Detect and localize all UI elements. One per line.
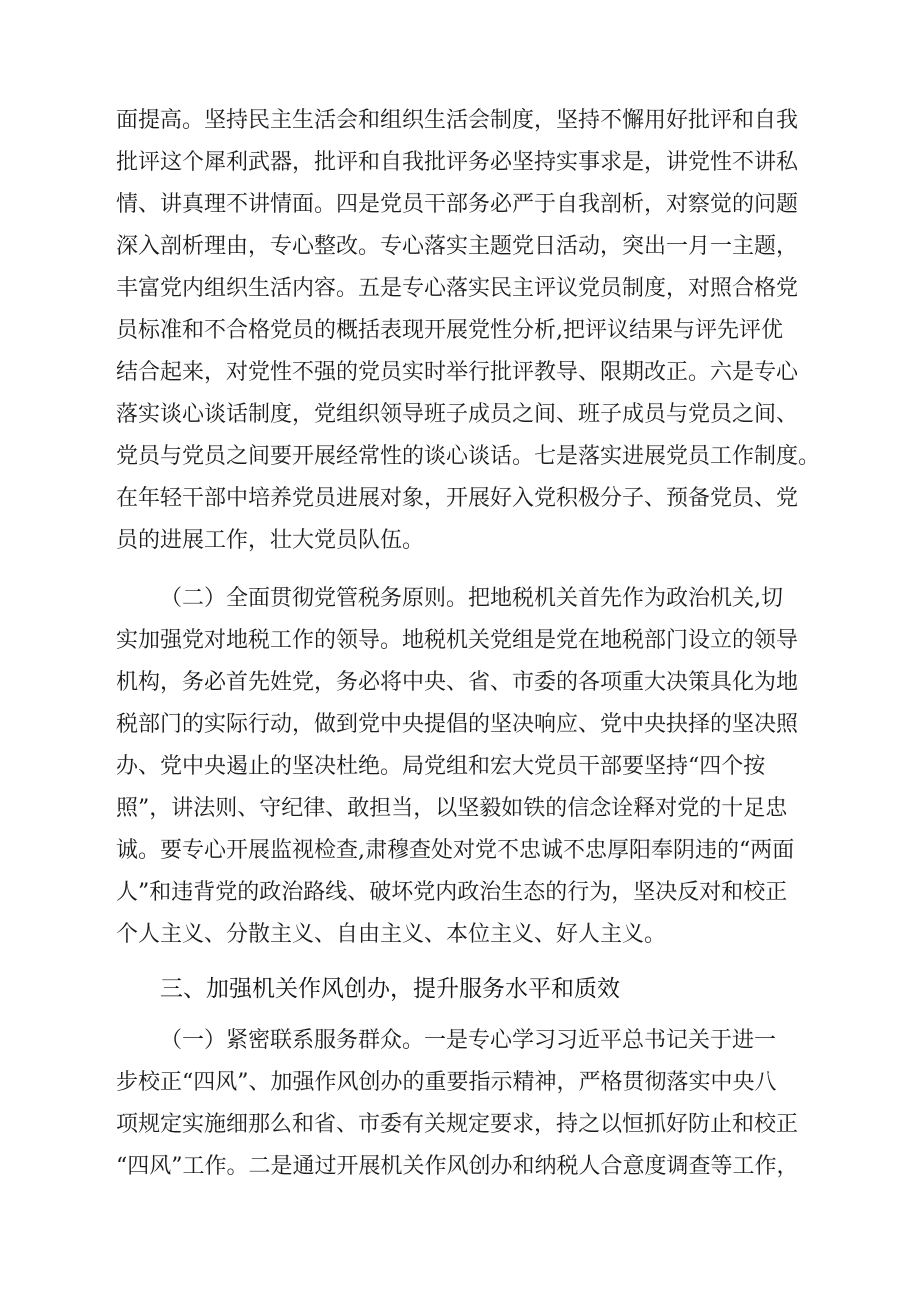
- paragraph-line: 机构，务必首先姓党，务必将中央、省、市委的各项重大决策具化为地: [116, 670, 799, 695]
- paragraph-line: 落实谈心谈话制度，党组织领导班子成员之间、班子成员与党员之间、: [116, 402, 799, 427]
- paragraph-line: 结合起来，对党性不强的党员实时举行批评教导、限期改正。六是专心: [116, 360, 799, 385]
- paragraph-line: 批评这个犀利武器，批评和自我批评务必坚持实事求是，讲党性不讲私: [116, 150, 799, 175]
- paragraph-line: 党员与党员之间要开展经常性的谈心谈话。七是落实进展党员工作制度。: [116, 444, 821, 469]
- paragraph-line: 面提高。坚持民主生活会和组织生活会制度，坚持不懈用好批评和自我: [116, 108, 799, 133]
- paragraph-first-line: （二）全面贯彻党管税务原则。把地税机关首先作为政治机关,切: [160, 586, 783, 611]
- paragraph-line: 诚。要专心开展监视检查,肃穆查处对党不忠诚不忠厚阳奉阴违的“两面: [116, 838, 795, 863]
- paragraph-line: 实加强党对地税工作的领导。地税机关党组是党在地税部门设立的领导: [116, 628, 799, 653]
- paragraph-line: 办、党中央遏止的坚决杜绝。局党组和宏大党员干部要坚持“四个按: [116, 754, 766, 779]
- paragraph-line: 项规定实施细那么和省、市委有关规定要求，持之以恒抓好防止和校正: [116, 1112, 799, 1137]
- paragraph-line: 员的进展工作，壮大党员队伍。: [116, 528, 425, 553]
- paragraph-first-line: （一）紧密联系服务群众。一是专心学习习近平总书记关于进一: [160, 1028, 777, 1053]
- paragraph-line: 步校正“四风”、加强作风创办的重要指示精神，严格贯彻落实中央八: [116, 1070, 777, 1095]
- paragraph-line: 丰富党内组织生活内容。五是专心落实民主评议党员制度，对照合格党: [116, 276, 799, 301]
- paragraph-line: 税部门的实际行动，做到党中央提倡的坚决响应、党中央抉择的坚决照: [116, 712, 799, 737]
- paragraph-line: 深入剖析理由，专心整改。专心落实主题党日活动，突出一月一主题，: [116, 234, 799, 259]
- paragraph-line: 人”和违背党的政治路线、破坏党内政治生态的行为，坚决反对和校正: [116, 880, 788, 905]
- paragraph-line: 员标准和不合格党员的概括表现开展党性分析,把评议结果与评先评优: [116, 318, 783, 343]
- section-heading: 三、加强机关作风创办，提升服务水平和质效: [160, 976, 620, 1002]
- paragraph-line: 个人主义、分散主义、自由主义、本位主义、好人主义。: [116, 922, 667, 947]
- paragraph-line: “四风”工作。二是通过开展机关作风创办和纳税人合意度调查等工作，: [116, 1154, 799, 1179]
- paragraph-line: 情、讲真理不讲情面。四是党员干部务必严于自我剖析，对察觉的问题: [116, 192, 799, 217]
- paragraph-line: 在年轻干部中培养党员进展对象，开展好入党积极分子、预备党员、党: [116, 486, 799, 511]
- paragraph-line: 照”，讲法则、守纪律、敢担当，以坚毅如铁的信念诠释对党的十足忠: [116, 796, 788, 821]
